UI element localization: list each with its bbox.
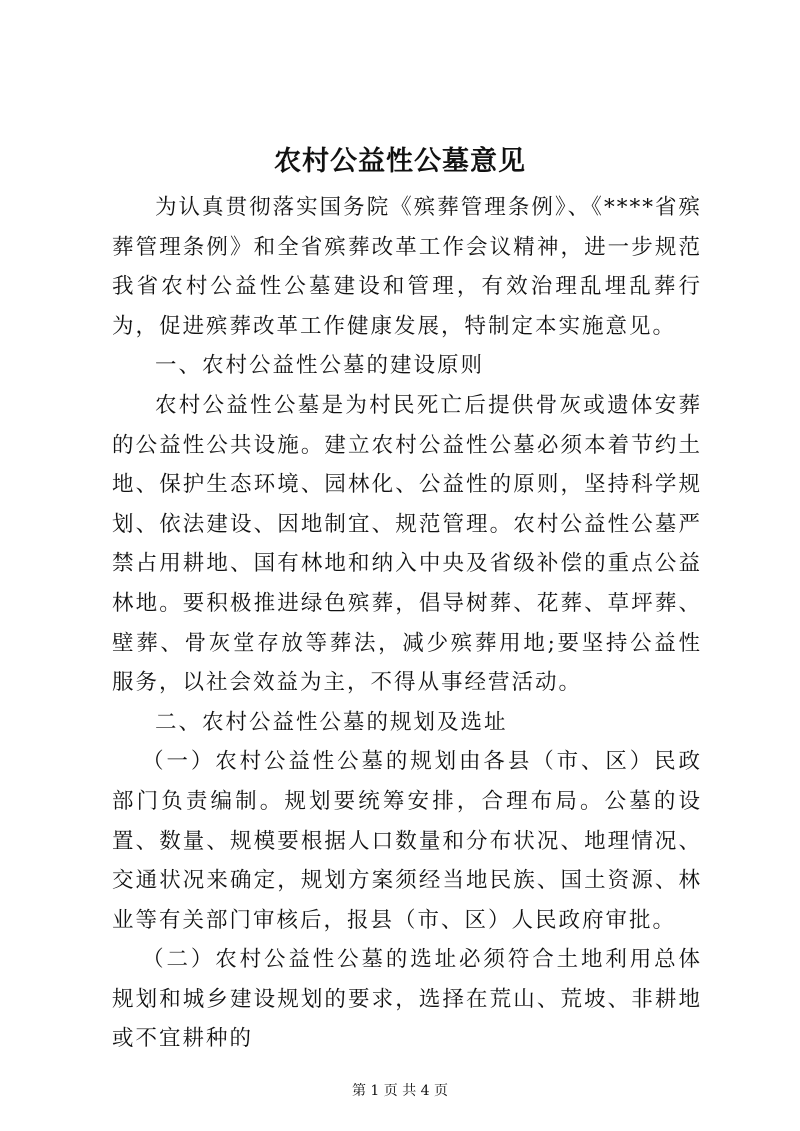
document-title: 农村公益性公墓意见 [274,146,526,177]
paragraph-planning-2: （二）农村公益性公墓的选址必须符合土地利用总体规划和城乡建设规划的要求，选择在荒山、荒坡、非耕地或不宜耕种的 [112,947,702,1052]
paragraph-planning-1: （一）农村公益性公墓的规划由各县（市、区）民政部门负责编制。规划要统筹安排，合理布局。公墓的设置、数量、规模要根据人口数量和分布状况、地理情况、交通状况来确定，规划方案须经当地民族、国土资源、林业等有关部门审核后，报县（市、区）人民政府审批。 [112,749,702,933]
section-heading-2: 二、农村公益性公墓的规划及选址 [155,709,508,735]
paragraph-intro: 为认真贯彻落实国务院《殡葬管理条例》、《****省殡葬管理条例》和全省殡葬改革工作会议精神，进一步规范我省农村公益性公墓建设和管理，有效治理乱埋乱葬行为，促进殡葬改革工作健康发展，特制定本实施意见。 [112,195,702,339]
page-footer: 第 1 页 共 4 页 [351,1083,449,1099]
paragraph-principles: 农村公益性公墓是为村民死亡后提供骨灰或遗体安葬的公益性公共设施。建立农村公益性公墓必须本着节约土地、保护生态环境、园林化、公益性的原则，坚持科学规划、依法建设、因地制宜、规范管理。农村公益性公墓严禁占用耕地、国有林地和纳入中央及省级补偿的重点公益林地。要积极推进绿色殡葬，倡导树葬、花葬、草坪葬、壁葬、骨灰堂存放等葬法，减少殡葬用地;要坚持公益性服务，以社会效益为主，不得从事经营活动。 [112,392,702,696]
document-body [112,188,702,1059]
section-heading-1: 一、农村公益性公墓的建设原则 [155,353,485,379]
